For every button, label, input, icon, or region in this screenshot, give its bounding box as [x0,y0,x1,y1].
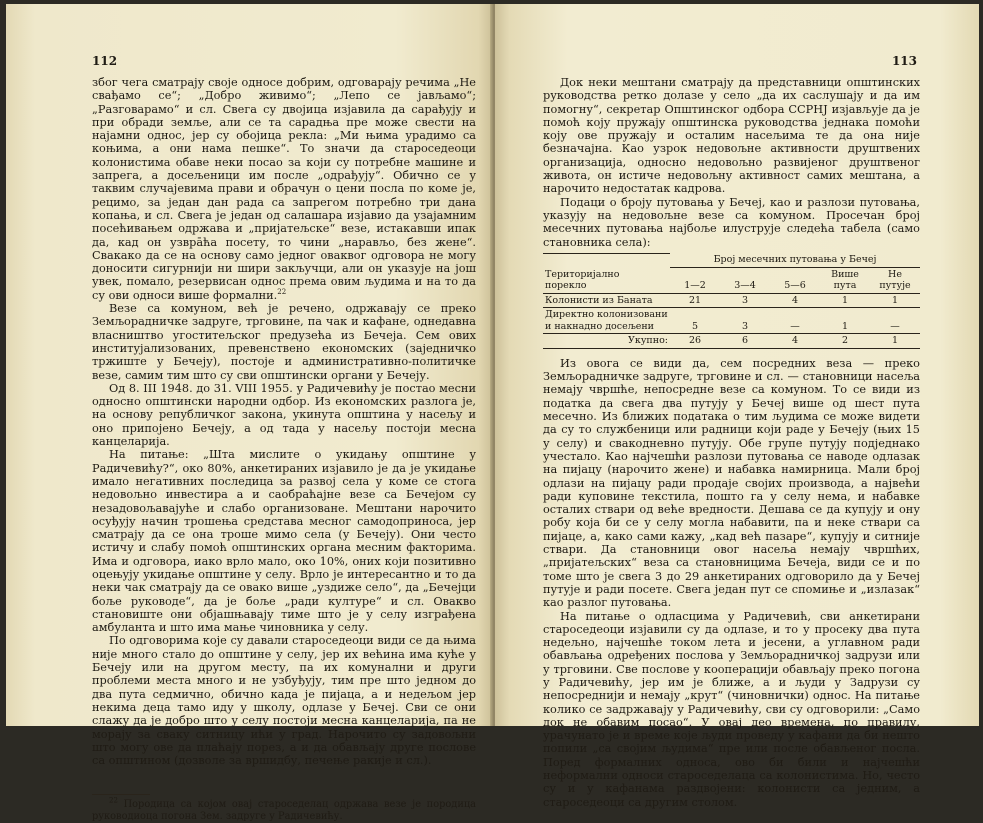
paragraph: На питање о одласцима у Радичевић, сви анкетирани староседеоци изјавили су да одлазе, и то у просеку два пута недељно, најчешће током лета и јесени, а углавном ради обављања одређених послова у Земљорадничкој задрузи или у трговини. Све послове у кооперацији обављају преко погона у Радичевићу, јер им је ближе, а и људи у Задрузи су непосреднији и немају „крут“ (чиновнички) однос. На питање колико се задржавају у Радичевићу, сви су одговорили: „Само док не обавим посао“. У овај део времена, по правилу, урачунато је и време које људи проведу у кафани да би нешто попили „са својим људима“ пре или после обављеног посла. Поред формалних односа, ово би били и најчешћи неформални односи староседелаца са колонистима. Но, често су и у кафанама раздвојени: колонисти са једним, а староседеоци са другим столом. [543,609,920,809]
column-header: 3—4 [734,280,756,292]
footnote: $^{22}$ Породица са којом овај староседелац одржава везе је породица руководиоца погона Зем. задруге у Радичевићу. [92,797,476,823]
row-label: Колонисти из Баната [543,293,670,308]
table-cell: 26 [670,334,720,349]
paragraph: Из овога се види да, сем посредних веза — преко Земљорадничке задруге, трговине и сл. — становници насеља немају чвршће, непосредне везе са комуном. То се види из податка да свега два путују у Бечеј више од шест пута месечно. Из ближих података о тим људима се може видети да су то службеници или радници који раде у Бечеју (њих 15 у селу) и свакодневно путују. Обе групе путују подједнако учестало. Као најчешћи разлози путовања се наводе одлазак на пијацу (нарочито жене) и набавка намирница. Мали број одлази на пијацу ради продаје својих производа, а највећи ради куповине текстила, пошто га у селу нема, и набавке осталих ствари од веће вредности. Дешава се да купују и ону робу која би се у селу могла набавити, па и неке ствари са пијаце, а, како сами кажу, „кад већ пазаре“, купују и ситније ствари. Да становници овог насеља немају чвршћих, „пријатељских“ веза са становницима Бечеја, види се и по томе што је свега 3 до 29 анкетираних одговорило да у Бечеј путује и ради посете. Свега један пут се спомиње и „излазак“ као разлог путовања. [543,356,920,610]
table-row [543,293,920,308]
table-cell: 2 [820,334,870,349]
column-header: Не путује [879,268,911,292]
footnote-divider [92,794,150,795]
row-label: Директно колонизовани и накнадно досељени [543,308,670,334]
table-cell: — [770,308,820,334]
footnote-reference[interactable]: 22 [277,287,287,296]
table-cell: 1 [870,334,920,349]
page-number: 112 [92,54,118,68]
paragraph: Везе са комуном, већ је речено, одржавају се преко Земљорадничке задруге, трговине, па чак и кафане, однедавна власништво угоститељског предузећа из Бечеја. Сем ових институјализованих, превенствено економских (заједничко тржиште у Бечеју), постоје и административно-политичке везе, самим тим што су сви општински органи у Бечеју. [92,302,476,382]
table-cell: — [870,308,920,334]
table-cell: 3 [720,293,770,308]
paragraph: На питање: „Шта мислите о укидању општине у Радичевићу?“, око 80%, анкетираних изјавило је да је укидање имало негативних последица за развој села у коме се стога недовољно инвестира а и саобраћајне везе са Бечејом су незадовољавајуће и слабо организоване. Мештани нарочито осуђују начин трошења средстава месног самодоприноса, јер сматрају да се она троше мимо села (у Бечеју). Они често истичу и слабу помоћ општинских органа месним факторима. Има и одговора, иако врло мало, око 10%, оних који позитивно оцењују укидање општине у селу. Врло је интересантно и то да неки чак сматрају да се овако више „уздиже село“, да „Бечејци боље руководе“, да је боље „ради културе“ и сл. Овакво становиште они објашњавају тиме што је у селу изграђена амбуланта и што има мање чиновника у селу. [92,448,476,635]
table-cell: 21 [670,293,720,308]
table-row [543,308,920,334]
column-header: 1—2 [684,280,706,292]
footnote-mark: 22 [109,797,118,806]
paragraph: Од 8. III 1948. до 31. VIII 1955. у Радичевићу је постао месни односно општински народни одбор. Из економских разлога је, на основу републичког закона, укинута општина у насељу и оно припојено Бечеју, а од тада у насељу постоји месна канцеларија. [92,381,476,449]
travel-frequency-table [543,253,920,349]
paragraph: По одговорима које су давали староседеоци види се да њима није много стало до општине у селу, јер их већина има куће у Бечеју или на другом месту, па их комунални и други проблеми места много и не узбуђују, тим пре што једном до два пута седмично, обично када је пијаца, а и недељом јер некима деца тамо иду у школу, одлазе у Бечеј. Сви се они слажу да је добро што у селу постоји месна канцеларија, па не морају за сваку ситницу ићи у град. Нарочито су задовољни што могу ове да плаћају порез, а и да обављају друге послове са општином (дозволе за вршидбу, печење ракије и сл.). [92,634,476,768]
right-page-body [543,76,920,809]
table-cell: 5 [670,308,720,334]
paragraph: Док неки мештани сматрају да представници општинских руководства ретко долазе у село „да их саслушају и да им помогну“, секретар Општинског одбора ССРНЈ изјављује да је помоћ коју пружају општинска руководства једнака помоћи коју ове пружају и осталим насељима те да она није безначајна. Као узрок недовољне активности друштвених организација, односно недовољно развијеног друштвеног живота, он истиче недовољну активност самих мештана, а нарочито недостатак кадрова. [543,76,920,196]
table-cell: 3 [720,308,770,334]
column-header: Више пута [831,268,859,292]
table-cell: 4 [770,293,820,308]
group-header: Број месечних путовања у Бечеј [670,253,920,267]
column-header: 5—6 [784,280,806,292]
left-page [6,4,493,823]
open-book [6,4,979,823]
table-cell: 1 [820,293,870,308]
row-header: Територијално порекло [543,253,670,293]
total-label: Укупно: [543,334,670,349]
left-page-body [92,76,476,823]
paragraph: због чега сматрају своје односе добрим, одговарају речима „Не свађамо се“; „Добро живимо“; „Лепо се јављамо“; „Разговарамо“ и сл. Свега су двојица изјавила да сарађују и при обради земље, али се та сарадња пре може свести на најамни однос, јер су обојица рекла: „Ми њима урадимо са коњима, а они нама пешке“. То значи да староседеоци колонистима обаве неки посао за који су потребне машине и запрега, а досељеници им после „одрађују“. Обично се у таквим случајевима прави и обрачун о цени посла по коме је, рецимо, за један дан рада са запрегом потребно три дана копања, и сл. Свега је један од салашара изјавио да узајамним посећивањем одржава и „пријатељске“ везе, истакавши ипак да, кад он узврāћа посету, то чини „нарављо, без жене“. Свакако да се на основу само једног оваквог одговора не могу доносити сигурнији ни шири закључци, али он указује на још увек, помало, резервисан однос према овим људима и на то да су ови односи више формални.$^{22}$ [92,76,476,302]
page-number: 113 [891,54,917,68]
paragraph: Подаци о броју путовања у Бечеј, као и разлози путовања, указују на недовољне везе са комуном. Просечан број месечних путовања најбоље илуструје следећа табела (само становника села): [543,195,920,249]
table-cell: 6 [720,334,770,349]
table-cell: 1 [870,293,920,308]
table-total-row [543,334,920,349]
right-page [495,4,979,809]
table-cell: 1 [820,308,870,334]
table-cell: 4 [770,334,820,349]
